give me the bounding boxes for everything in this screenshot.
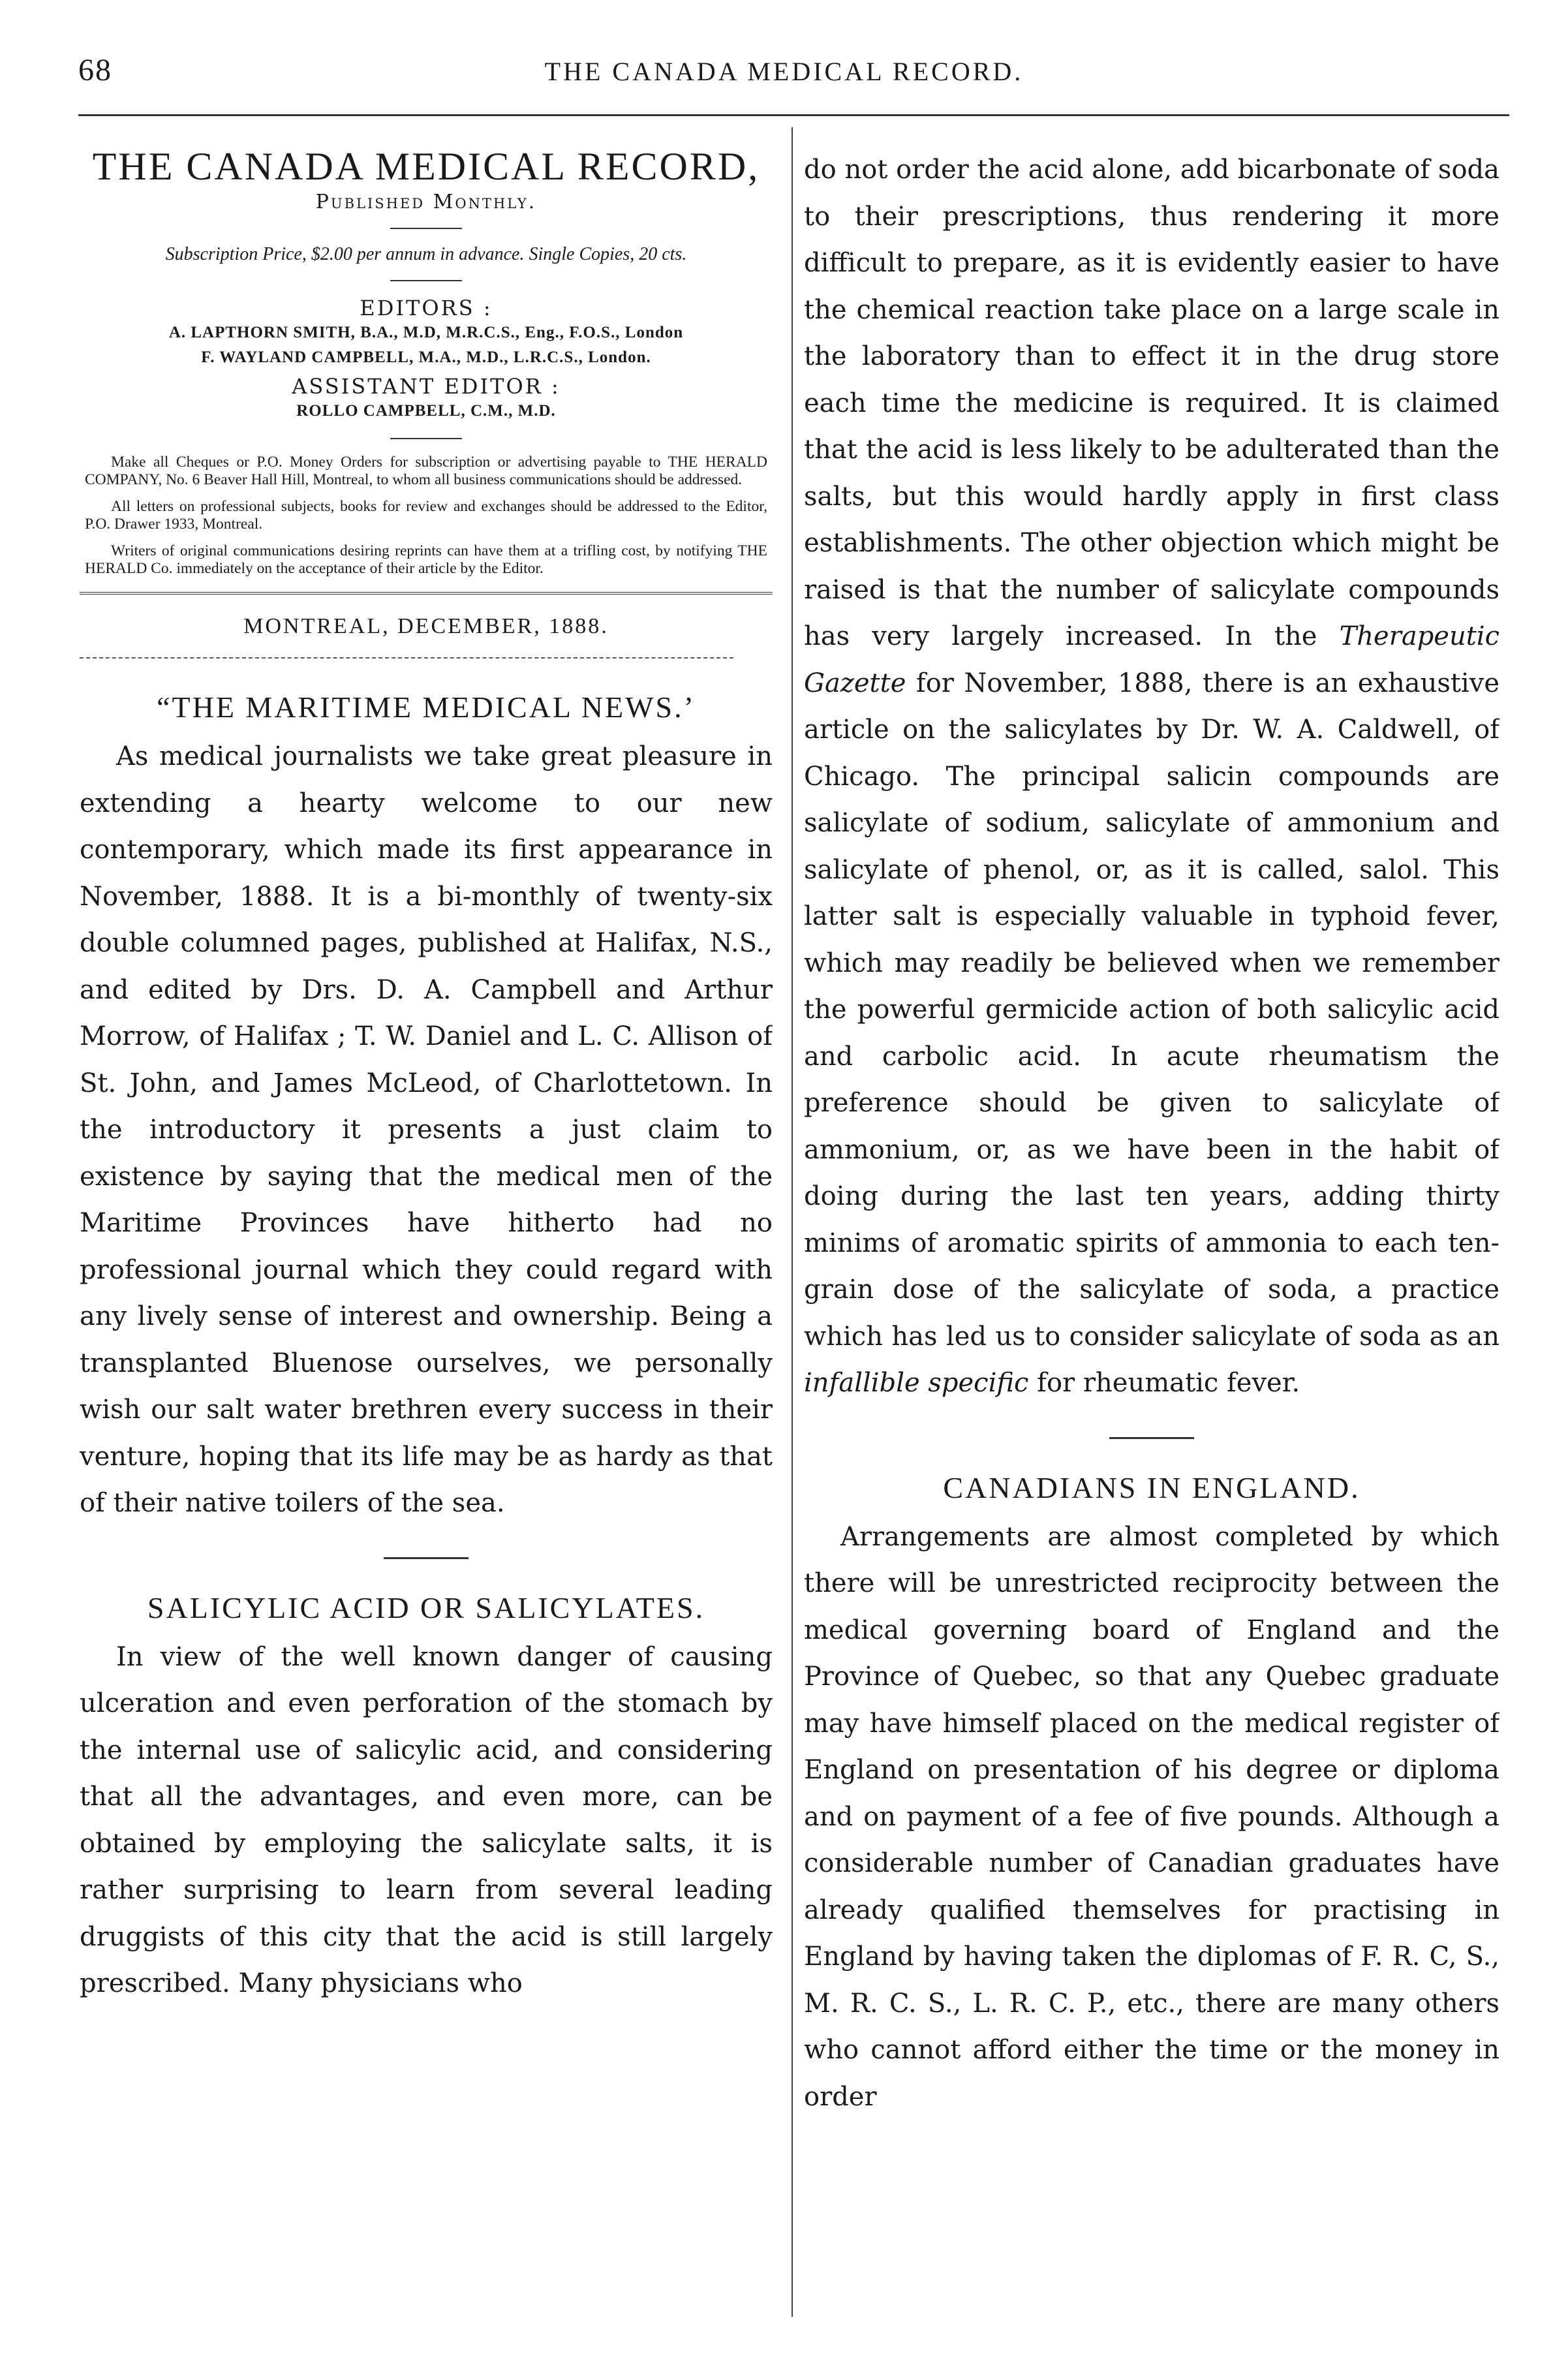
article-separator [1109,1437,1194,1439]
editor-line: F. WAYLAND CAMPBELL, M.A., M.D., L.R.C.S., London. [201,349,651,366]
salicylic-text-a: do not order the acid alone, add bicarbonate of soda to their prescriptions, thus rendering it more difficult to prepare, as it is evidently easier to have the chemical reaction take place on a large scale in the laboratory than to effect it in the drug store each time the medicine is required. It is claimed that the acid is less likely to be adulterated than the salts, but this would hardly apply in first class establishments. The other objection which might be raised is that the number of salicylate compounds has very largely increased. In the [804,155,1499,651]
dateline: MONTREAL, DECEMBER, 1888. [243,614,609,638]
masthead-title: THE CANADA MEDICAL RECORD, [92,145,760,188]
assistant-editor-heading: ASSISTANT EDITOR : [292,374,561,399]
column-divider [792,127,793,2317]
dateline-rule [80,657,733,659]
header-rule [78,114,1509,116]
reprints-note: Writers of original communications desiring reprints can have them at a trifling cost, by notifying THE HERALD Co. immediately on the acceptance of their article by the Editor. [85,542,767,577]
masthead-double-rule [80,592,773,597]
editors-heading: EDITORS : [360,296,493,320]
masthead-rule [390,228,462,229]
page-number: 68 [78,53,112,87]
masthead [80,144,773,439]
article-title-maritime: “THE MARITIME MEDICAL NEWS.’ [157,690,696,724]
masthead-rule [390,280,462,281]
letters-note: All letters on professional subjects, books for review and exchanges should be addressed to the Editor, P.O. Drawer 1933, Montreal. [85,498,767,533]
editor-line: A. LAPTHORN SMITH, B.A., M.D, M.R.C.S., Eng., F.O.S., London [168,324,684,341]
salicylic-text-b: for November, 1888, there is an exhaustive article on the salicylates by Dr. W. A. Caldwell, of Chicago. The principal salicin compounds are salicylate of sodium, salicylate of ammonium and salicylate of phenol, or, as it is called, salol. This latter salt is especially valuable in typhoid fever, which may readily be believed when we remember the powerful germicide action of both salicylic acid and carbolic acid. In acute rheumatism the preference should be given to salicylate of ammonium, or, as we have been in the habit of doing during the last ten years, adding thirty minims of aromatic spirits of ammonia to each ten-grain dose of the salicylate of soda, a practice which has led us to consider salicylate of soda as an [804,668,1499,1352]
subscription-price: Subscription Price, $2.00 per annum in advance. Single Copies, 20 cts. [165,244,687,264]
article-body-salicylic-continued [804,147,1499,1407]
masthead-published: Published Monthly. [315,191,537,213]
payment-note: Make all Cheques or P.O. Money Orders for subscription or advertising payable to THE HERALD COMPANY, No. 6 Beaver Hall Hill, Montreal, to whom all business communications should be addressed. [85,454,767,488]
left-column [80,144,773,2304]
article-body-canadians: Arrangements are almost completed by which there will be unrestricted reciprocity between the medical governing board of England and the Province of Quebec, so that any Quebec graduate may have himself placed on the medical register of England on presentation of his degree or diploma and on payment of a fee of five pounds. Although a considerable number of Canadian graduates have already qualified themselves for practising in England by having taken the diplomas of F. R. C, S., M. R. C. S., L. R. C. P., etc., there are many others who cannot afford either the time or the money in order [804,1521,1499,2112]
salicylic-text-c: for rheumatic fever. [1037,1368,1300,1398]
article-body-salicylic: In view of the well known danger of causing ulceration and even perforation of the stomach by the internal use of salicylic acid, and considering that all the advantages, and even more, can be obtained by employing the salicylate salts, it is rather surprising to learn from several leading druggists of this city that the acid is still largely prescribed. Many physicians who [80,1641,773,1998]
publisher-notes [85,454,767,578]
running-head [78,39,1490,91]
article-separator [384,1557,469,1559]
article-title-salicylic: SALICYLIC ACID OR SALICYLATES. [147,1590,705,1624]
right-column [804,147,1499,2307]
masthead-rule [390,438,462,439]
journal-running-title: THE CANADA MEDICAL RECORD. [544,57,1024,86]
assistant-editor-line: ROLLO CAMPBELL, C.M., M.D. [296,402,556,420]
article-title-canadians: CANADIANS IN ENGLAND. [943,1470,1360,1504]
salicylic-journal-name: Therapeutic Gazette [804,621,1499,698]
article-body-maritime: As medical journalists we take great pleasure in extending a hearty welcome to our new contemporary, which made its first appearance in November, 1888. It is a bi-monthly of twenty-six double columned pages, published at Halifax, N.S., and edited by Drs. D. A. Campbell and Arthur Morrow, of Halifax ; T. W. Daniel and L. C. Allison of St. John, and James McLeod, of Charlottetown. In the introductory it presents a just claim to existence by saying that the medical men of the Maritime Provinces have hitherto had no professional journal which they could regard with any lively sense of interest and ownership. Being a transplanted Bluenose ourselves, we personally wish our salt water brethren every success in their venture, hoping that its life may be as hardy as that of their native toilers of the sea. [80,741,773,1518]
salicylic-emphasis: infallible specific [804,1368,1029,1398]
